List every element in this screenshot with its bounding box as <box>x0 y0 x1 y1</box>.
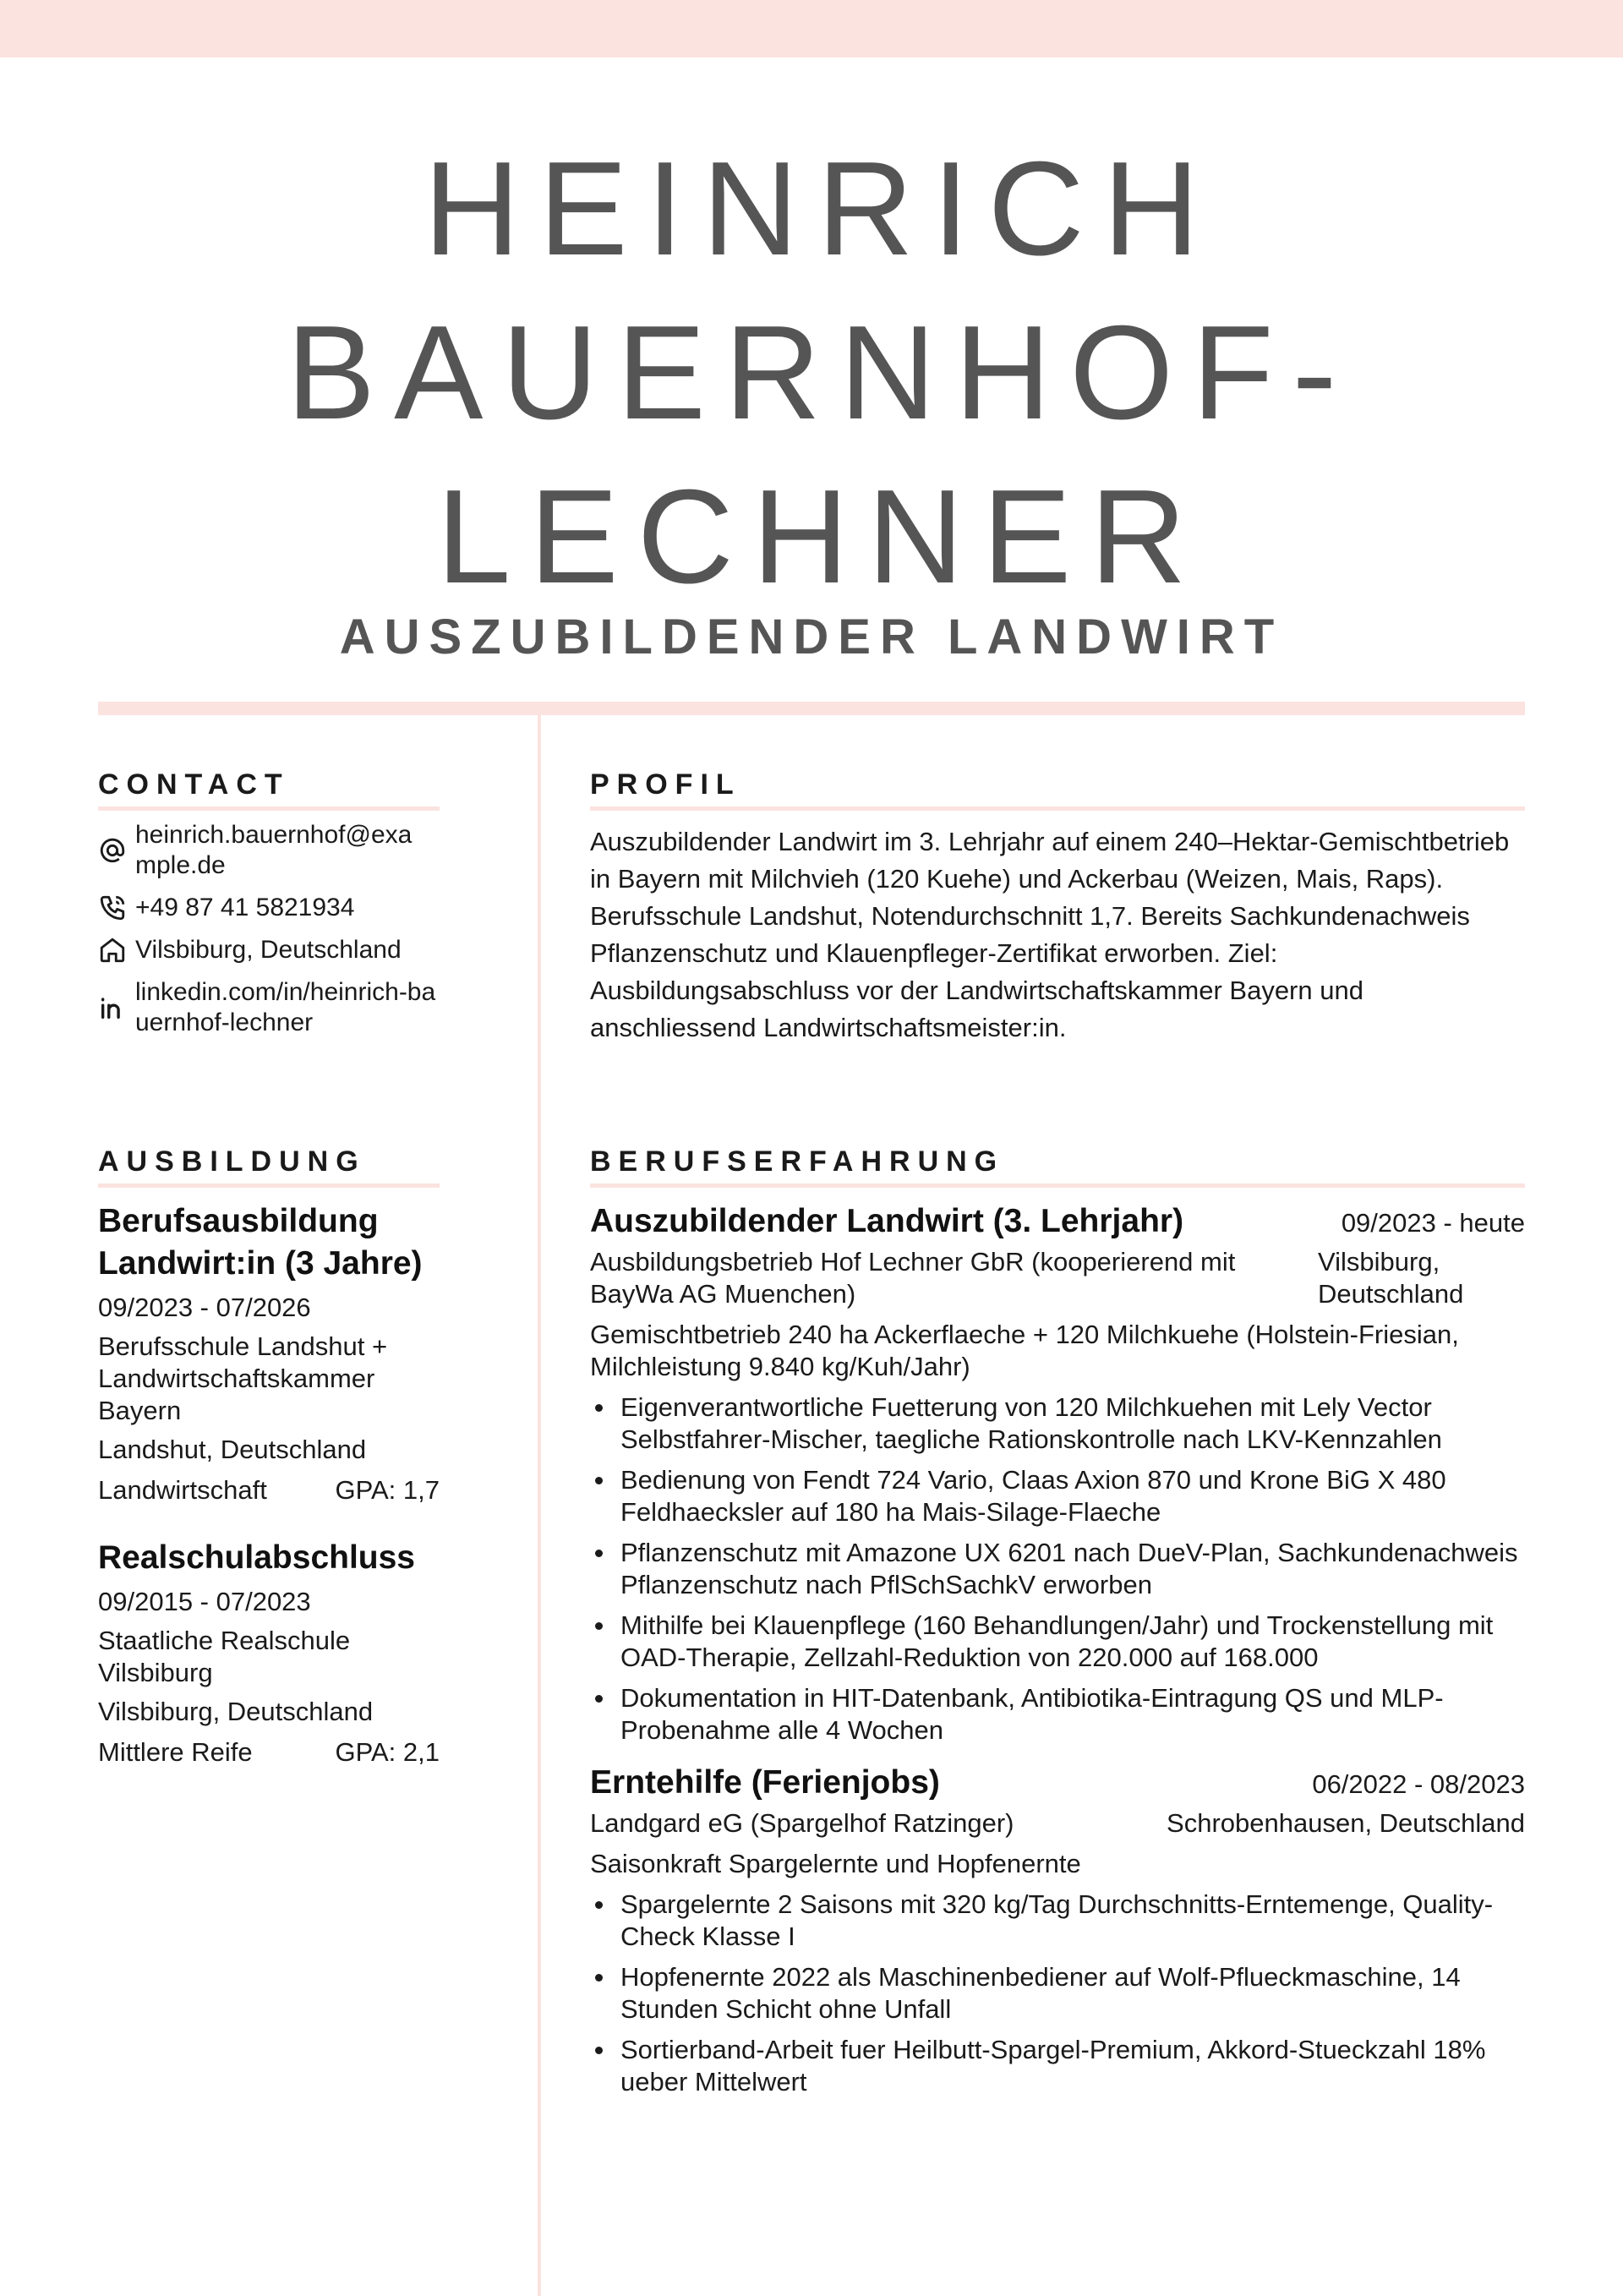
job-header <box>590 1762 1525 1804</box>
contact-location-text: Vilsbiburg, Deutschland <box>135 936 402 964</box>
linkedin-icon <box>98 993 135 1022</box>
contact-email[interactable] <box>98 820 453 881</box>
profile-heading: PROFIL <box>590 768 1525 811</box>
contact-phone-text: +49 87 41 5821934 <box>135 894 355 921</box>
job-role: Auszubildender Landwirt (3. Lehrjahr) <box>590 1203 1184 1239</box>
education-field: Landwirtschaft <box>98 1475 267 1505</box>
top-accent-band <box>0 0 1623 57</box>
job-header <box>590 1200 1525 1243</box>
home-icon <box>98 936 135 965</box>
job-company-row <box>590 1807 1525 1840</box>
education-heading: AUSBILDUNG <box>98 1145 440 1188</box>
job-dates: 06/2022 - 08/2023 <box>1312 1769 1525 1799</box>
job-bullet: Pflanzenschutz mit Amazone UX 6201 nach DueV-Plan, Sachkundenachweis Pflanzenschutz nach PflSchSachkV erworben <box>620 1537 1525 1601</box>
contact-list <box>98 820 453 1050</box>
job-entry <box>590 1762 1525 2098</box>
education-school: Berufsschule Landshut + Landwirtschaftskammer Bayern <box>98 1331 388 1425</box>
job-role: Erntehilfe (Ferienjobs) <box>590 1764 940 1801</box>
contact-email-text: heinrich.bauernhof@example.de <box>135 821 413 879</box>
job-dates: 09/2023 - heute <box>1341 1208 1525 1238</box>
job-bullets <box>590 1391 1525 1747</box>
job-title: AUSZUBILDENDER LANDWIRT <box>339 610 1284 664</box>
job-company-row <box>590 1246 1525 1310</box>
job-company: Ausbildungsbetrieb Hof Lechner GbR (kooperierend mit BayWa AG Muenchen) <box>590 1247 1236 1309</box>
column-divider <box>538 715 541 2296</box>
job-location: Vilsbiburg, Deutschland <box>1318 1247 1464 1309</box>
education-title: Realschulabschluss <box>98 1539 415 1576</box>
job-bullet: Mithilfe bei Klauenpflege (160 Behandlungen/Jahr) und Trockenstellung mit OAD-Therapie, Zellzahl-Reduktion von 220.000 auf 168.000 <box>620 1610 1525 1674</box>
job-bullet: Spargelernte 2 Saisons mit 320 kg/Tag Durchschnitts-Erntemenge, Quality-Check Klasse I <box>620 1889 1525 1953</box>
education-location: Vilsbiburg, Deutschland <box>98 1697 374 1726</box>
name-line-1: HEINRICH <box>424 134 1218 283</box>
candidate-name <box>0 127 1623 619</box>
education-list <box>98 1200 440 1768</box>
job-bullet: Dokumentation in HIT-Datenbank, Antibiotika-Eintragung QS und MLP-Probenahme alle 4 Wochen <box>620 1682 1525 1747</box>
education-field: Mittlere Reife <box>98 1737 253 1767</box>
contact-heading: CONTACT <box>98 768 440 811</box>
job-location: Schrobenhausen, Deutschland <box>1167 1808 1525 1838</box>
job-bullets <box>590 1889 1525 2098</box>
education-school: Staatliche Realschule Vilsbiburg <box>98 1626 351 1687</box>
education-meta <box>98 1474 440 1506</box>
experience-list <box>590 1200 1525 2107</box>
name-line-3: LECHNER <box>436 462 1205 611</box>
contact-location <box>98 935 453 965</box>
job-description: Saisonkraft Spargelernte und Hopfenernte <box>590 1849 1081 1878</box>
phone-icon <box>98 894 135 922</box>
education-entry <box>98 1537 440 1768</box>
education-entry <box>98 1200 440 1506</box>
job-company: Landgard eG (Spargelhof Ratzinger) <box>590 1808 1014 1838</box>
education-meta <box>98 1736 440 1768</box>
job-bullet: Bedienung von Fendt 724 Vario, Claas Axion 870 und Krone BiG X 480 Feldhaecksler auf 180 ha Mais-Silage-Flaeche <box>620 1464 1525 1528</box>
profile-text: Auszubildender Landwirt im 3. Lehrjahr auf einem 240–Hektar-Gemischtbetrieb in Bayern mit Milchvieh (120 Kuehe) und Ackerbau (Weizen, Mais, Raps). Berufsschule Landshut, Notendurchschnitt 1,7. Bereits Sachkundenachweis Pflanzenschutz und Klauenpfleger-Zertifikat erworben. Ziel: Ausbildungsabschluss vor der Landwirtschaftskammer Bayern und anschliessend Landwirtschaftsmeister:in. <box>590 827 1510 1042</box>
job-bullet: Hopfenernte 2022 als Maschinenbediener auf Wolf-Pflueckmaschine, 14 Stunden Schicht ohne Unfall <box>620 1961 1525 2025</box>
education-title: Berufsausbildung Landwirt:in (3 Jahre) <box>98 1203 423 1282</box>
education-dates: 09/2015 - 07/2023 <box>98 1587 311 1616</box>
job-description: Gemischtbetrieb 240 ha Ackerflaeche + 120 Milchkuehe (Holstein-Friesian, Milchleistung 9.840 kg/Kuh/Jahr) <box>590 1320 1459 1381</box>
contact-linkedin[interactable] <box>98 977 453 1038</box>
education-gpa: GPA: 2,1 <box>335 1737 440 1767</box>
job-bullet: Eigenverantwortliche Fuetterung von 120 Milchkuehen mit Lely Vector Selbstfahrer-Mischer, taegliche Rationskontrolle nach LKV-Kennzahlen <box>620 1391 1525 1456</box>
education-location: Landshut, Deutschland <box>98 1435 367 1464</box>
experience-heading: BERUFSERFAHRUNG <box>590 1145 1525 1188</box>
contact-linkedin-text: linkedin.com/in/heinrich-bauernhof-lechner <box>135 978 436 1036</box>
education-gpa: GPA: 1,7 <box>335 1475 440 1505</box>
job-bullet: Sortierband-Arbeit fuer Heilbutt-Spargel-Premium, Akkord-Stueckzahl 18% ueber Mittelwert <box>620 2034 1525 2098</box>
name-line-2: BAUERNHOF- <box>286 298 1356 447</box>
contact-phone[interactable] <box>98 893 453 923</box>
education-dates: 09/2023 - 07/2026 <box>98 1293 311 1322</box>
job-entry <box>590 1200 1525 1747</box>
header-divider <box>98 702 1525 715</box>
at-icon <box>98 836 135 865</box>
